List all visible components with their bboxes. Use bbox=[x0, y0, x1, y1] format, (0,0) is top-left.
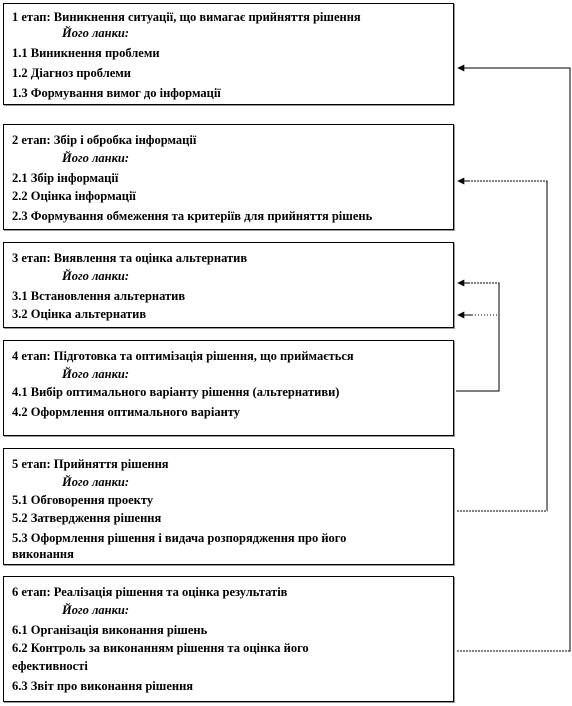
stage-1-item: 1.3 Формування вимог до інформації bbox=[12, 86, 221, 100]
stage-4-title: 4 етап: Підготовка та оптимізація рішення, що приймається bbox=[12, 349, 354, 363]
stage-3-box bbox=[3, 242, 454, 328]
stage-6-item: ефективності bbox=[12, 659, 88, 673]
stage-1-title: 1 етап: Виникнення ситуації, що вимагає прийняття рішення bbox=[12, 10, 361, 24]
stage-5-title: 5 етап: Прийняття рішення bbox=[12, 457, 169, 471]
stage-6-item: 6.3 Звіт про виконання рішення bbox=[12, 679, 194, 693]
feedback-arrow-6-to-1 bbox=[456, 68, 570, 651]
stage-4-item: 4.2 Оформлення оптимального варіанту bbox=[12, 405, 241, 419]
stage-4-box bbox=[3, 340, 454, 436]
stage-3-title: 3 етап: Виявлення та оцінка альтернатив bbox=[12, 251, 248, 265]
stage-5-subtitle: Його ланки: bbox=[62, 475, 130, 489]
stage-5-item: 5.3 Оформлення рішення і видача розпорядження про його bbox=[12, 531, 347, 545]
stage-6-title: 6 етап: Реалізація рішення та оцінка результатів bbox=[12, 585, 288, 599]
stage-5-box bbox=[3, 448, 454, 565]
stage-1-subtitle: Його ланки: bbox=[62, 26, 130, 40]
stage-3-subtitle: Його ланки: bbox=[62, 269, 130, 283]
feedback-arrow-5-to-2 bbox=[456, 181, 547, 511]
stage-6-box bbox=[3, 576, 454, 702]
stage-2-subtitle: Його ланки: bbox=[62, 151, 130, 165]
stage-2-title: 2 етап: Збір і обробка інформації bbox=[12, 133, 197, 147]
stage-4-item: 4.1 Вибір оптимального варіанту рішення (альтернативи) bbox=[12, 385, 340, 399]
feedback-arrow-4-to-3-1 bbox=[456, 283, 499, 391]
stage-6-item: 6.2 Контроль за виконанням рішення та оцінка його bbox=[12, 641, 309, 655]
stage-3-item: 3.1 Встановлення альтернатив bbox=[12, 289, 186, 303]
stage-1-item: 1.2 Діагноз проблеми bbox=[12, 66, 131, 80]
stage-2-item: 2.3 Формування обмеження та критеріїв для прийняття рішень bbox=[12, 209, 373, 223]
stage-5-item: 5.2 Затвердження рішення bbox=[12, 511, 162, 525]
stage-1-box bbox=[3, 3, 454, 105]
stage-5-item: виконання bbox=[12, 547, 74, 561]
stage-6-item: 6.1 Організація виконання рішень bbox=[12, 623, 208, 637]
stage-4-subtitle: Його ланки: bbox=[62, 367, 130, 381]
stage-2-item: 2.2 Оцінка інформації bbox=[12, 189, 136, 203]
stage-3-item: 3.2 Оцінка альтернатив bbox=[12, 307, 147, 321]
stage-5-item: 5.1 Обговорення проекту bbox=[12, 493, 154, 507]
stage-6-subtitle: Його ланки: bbox=[62, 603, 130, 617]
stage-2-item: 2.1 Збір інформації bbox=[12, 171, 119, 185]
stage-2-box bbox=[3, 124, 454, 230]
stage-1-item: 1.1 Виникнення проблеми bbox=[12, 46, 160, 60]
